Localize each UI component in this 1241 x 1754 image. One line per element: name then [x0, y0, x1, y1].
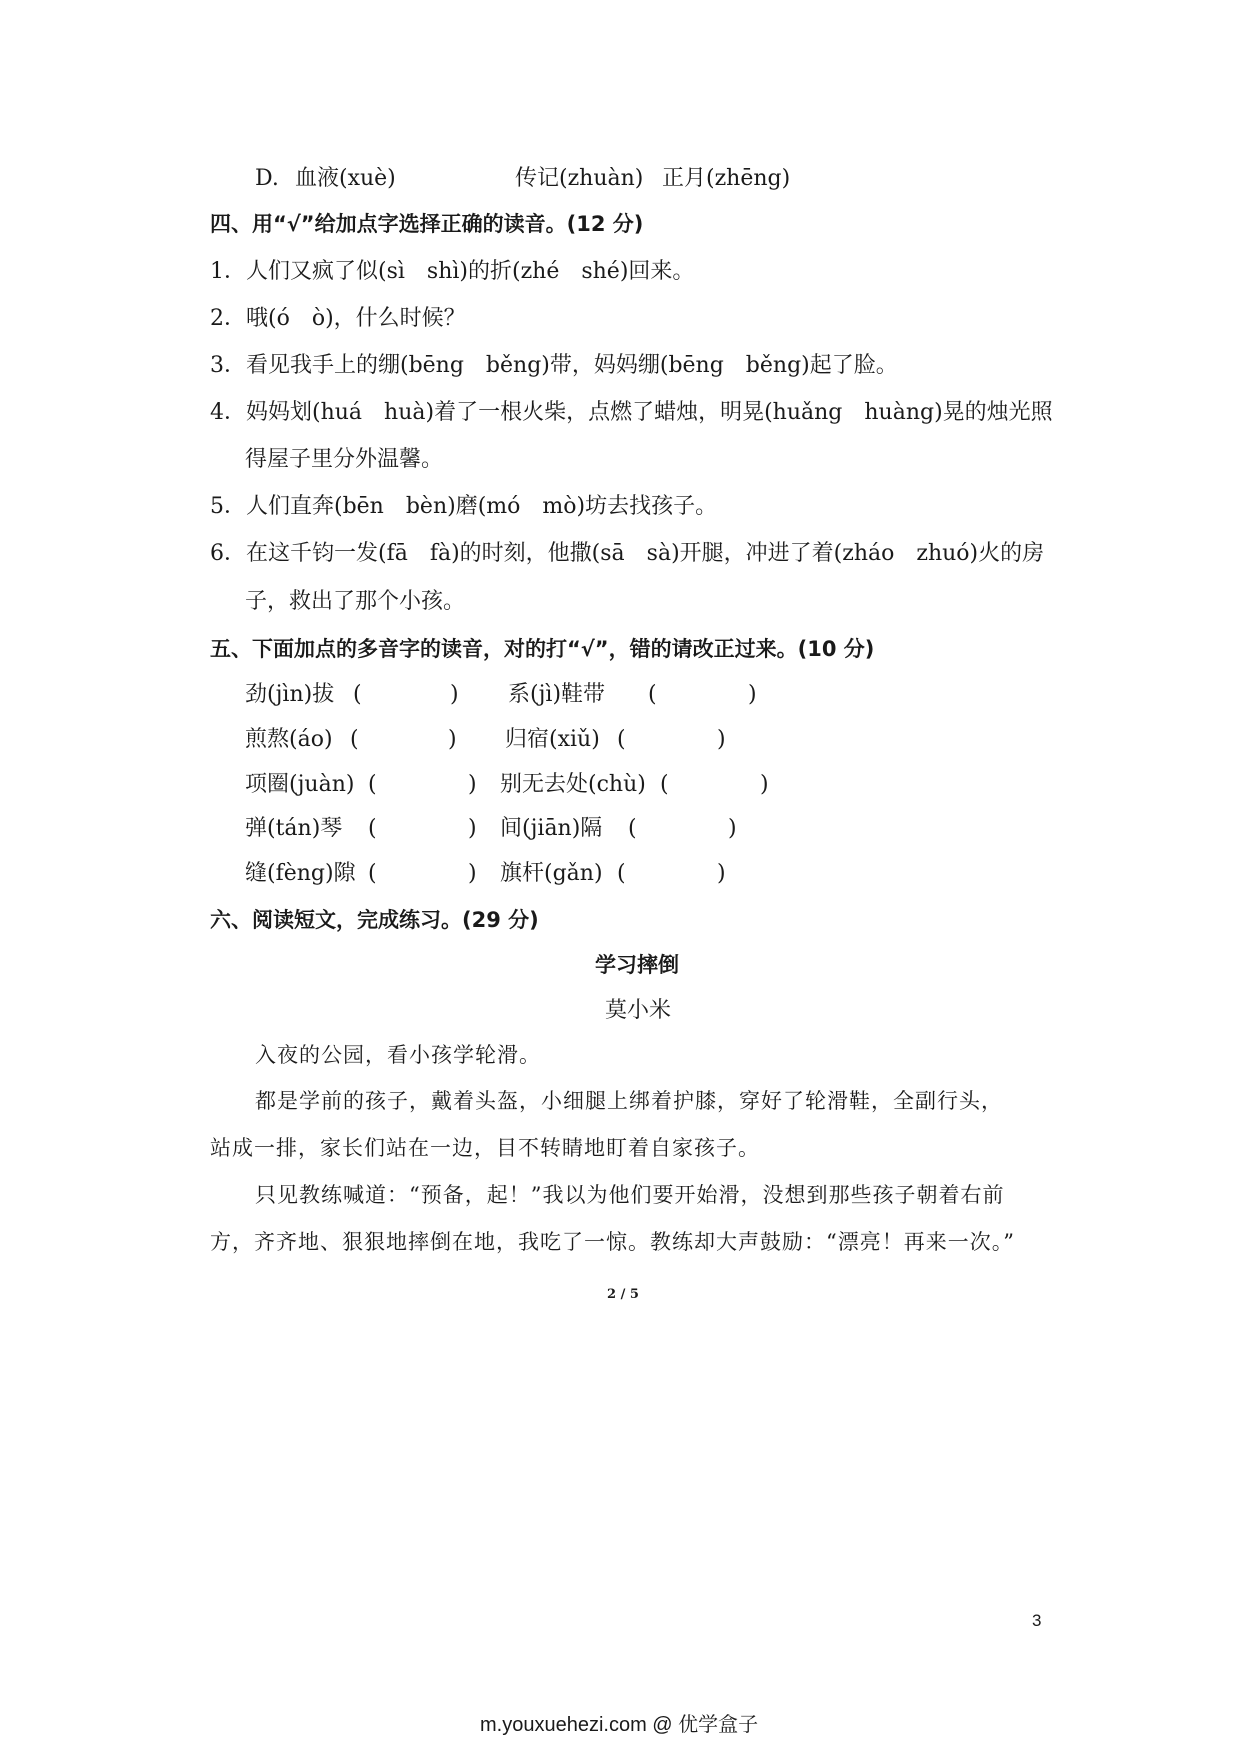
s5-answer-2-right-open[interactable]: ( [617, 727, 626, 752]
question-4-4-line-1: 4．妈妈划(huá huà)着了一根火柴，点燃了蜡烛，明晃(huǎng huàng)晃的烛光照 [210, 400, 1053, 425]
s5-answer-3-right-open[interactable]: ( [660, 772, 669, 797]
option-d-label: D. [255, 166, 279, 191]
section-four-heading: 四、用“√”给加点字选择正确的读音。(12 分) [210, 212, 644, 236]
page-number: 2 / 5 [607, 1287, 639, 1302]
question-4-2: 2．哦(ó ò)，什么时候？ [210, 306, 466, 331]
passage-paragraph-1: 入夜的公园，看小孩学轮滑。 [255, 1043, 541, 1067]
s5-answer-3-left-close[interactable]: ) [468, 772, 477, 797]
question-4-6-line-2: 子，救出了那个小孩。 [245, 589, 466, 614]
s5-item-2-right: 归宿(xiǔ) [505, 727, 600, 752]
question-4-6-line-1: 6．在这千钧一发(fā fà)的时刻，他撒(sā sà)开腿，冲进了着(zháo zhuó)火的房 [210, 541, 1045, 566]
option-d-word-2: 传记(zhuàn) [515, 166, 644, 191]
passage-paragraph-3-line-1: 只见教练喊道：“预备，起！”我以为他们要开始滑，没想到那些孩子朝着右前 [255, 1183, 1005, 1207]
footer-watermark: m.youxuehezi.com @ 优学盒子 [480, 1714, 759, 1736]
question-4-5: 5．人们直奔(bēn bèn)磨(mó mò)坊去找孩子。 [210, 494, 718, 519]
question-4-3: 3．看见我手上的绷(bēng běng)带，妈妈绷(bēng běng)起了脸。 [210, 353, 898, 378]
corner-page-number: 3 [1032, 1611, 1042, 1630]
s5-answer-1-right-close[interactable]: ) [748, 682, 757, 707]
question-4-1: 1．人们又疯了似(sì shì)的折(zhé shé)回来。 [210, 259, 695, 284]
s5-answer-5-right-close[interactable]: ) [717, 861, 726, 886]
s5-item-4-left: 弹(tán)琴 [245, 816, 343, 841]
passage-author: 莫小米 [605, 998, 672, 1023]
s5-item-1-right: 系(jì)鞋带 [508, 682, 606, 707]
s5-item-3-right: 别无去处(chù) [500, 772, 646, 797]
s5-answer-2-left-close[interactable]: ) [448, 727, 457, 752]
option-d-word-3: 正月(zhēng) [662, 166, 791, 191]
option-d-word-1: 血液(xuè) [295, 166, 396, 191]
s5-answer-5-left-close[interactable]: ) [468, 861, 477, 886]
s5-answer-1-left-open[interactable]: ( [353, 682, 362, 707]
s5-answer-3-right-close[interactable]: ) [760, 772, 769, 797]
s5-answer-4-right-close[interactable]: ) [728, 816, 737, 841]
s5-answer-2-right-close[interactable]: ) [717, 727, 726, 752]
s5-item-5-left: 缝(fèng)隙 [245, 861, 356, 886]
s5-item-4-right: 间(jiān)隔 [500, 816, 603, 841]
s5-answer-4-right-open[interactable]: ( [628, 816, 637, 841]
passage-paragraph-3-line-2: 方，齐齐地、狠狠地摔倒在地，我吃了一惊。教练却大声鼓励：“漂亮！再来一次。” [210, 1230, 1015, 1254]
s5-answer-1-left-close[interactable]: ) [450, 682, 459, 707]
s5-answer-1-right-open[interactable]: ( [648, 682, 657, 707]
section-five-heading: 五、下面加点的多音字的读音，对的打“√”，错的请改正过来。(10 分) [210, 637, 875, 661]
s5-answer-2-left-open[interactable]: ( [350, 727, 359, 752]
s5-item-2-left: 煎熬(áo) [245, 727, 333, 752]
passage-title: 学习摔倒 [595, 953, 679, 977]
question-4-4-line-2: 得屋子里分外温馨。 [245, 447, 444, 472]
passage-paragraph-2-line-2: 站成一排，家长们站在一边，目不转睛地盯着自家孩子。 [210, 1136, 760, 1160]
s5-item-1-left: 劲(jìn)拔 [245, 682, 335, 707]
s5-answer-5-right-open[interactable]: ( [617, 861, 626, 886]
s5-item-5-right: 旗杆(gǎn) [500, 861, 603, 886]
passage-paragraph-2-line-1: 都是学前的孩子，戴着头盔，小细腿上绑着护膝，穿好了轮滑鞋，全副行头， [255, 1089, 1003, 1113]
s5-answer-4-left-open[interactable]: ( [368, 816, 377, 841]
s5-answer-3-left-open[interactable]: ( [368, 772, 377, 797]
s5-answer-5-left-open[interactable]: ( [368, 861, 377, 886]
s5-answer-4-left-close[interactable]: ) [468, 816, 477, 841]
s5-item-3-left: 项圈(juàn) [245, 772, 355, 797]
section-six-heading: 六、阅读短文，完成练习。(29 分) [210, 908, 539, 932]
